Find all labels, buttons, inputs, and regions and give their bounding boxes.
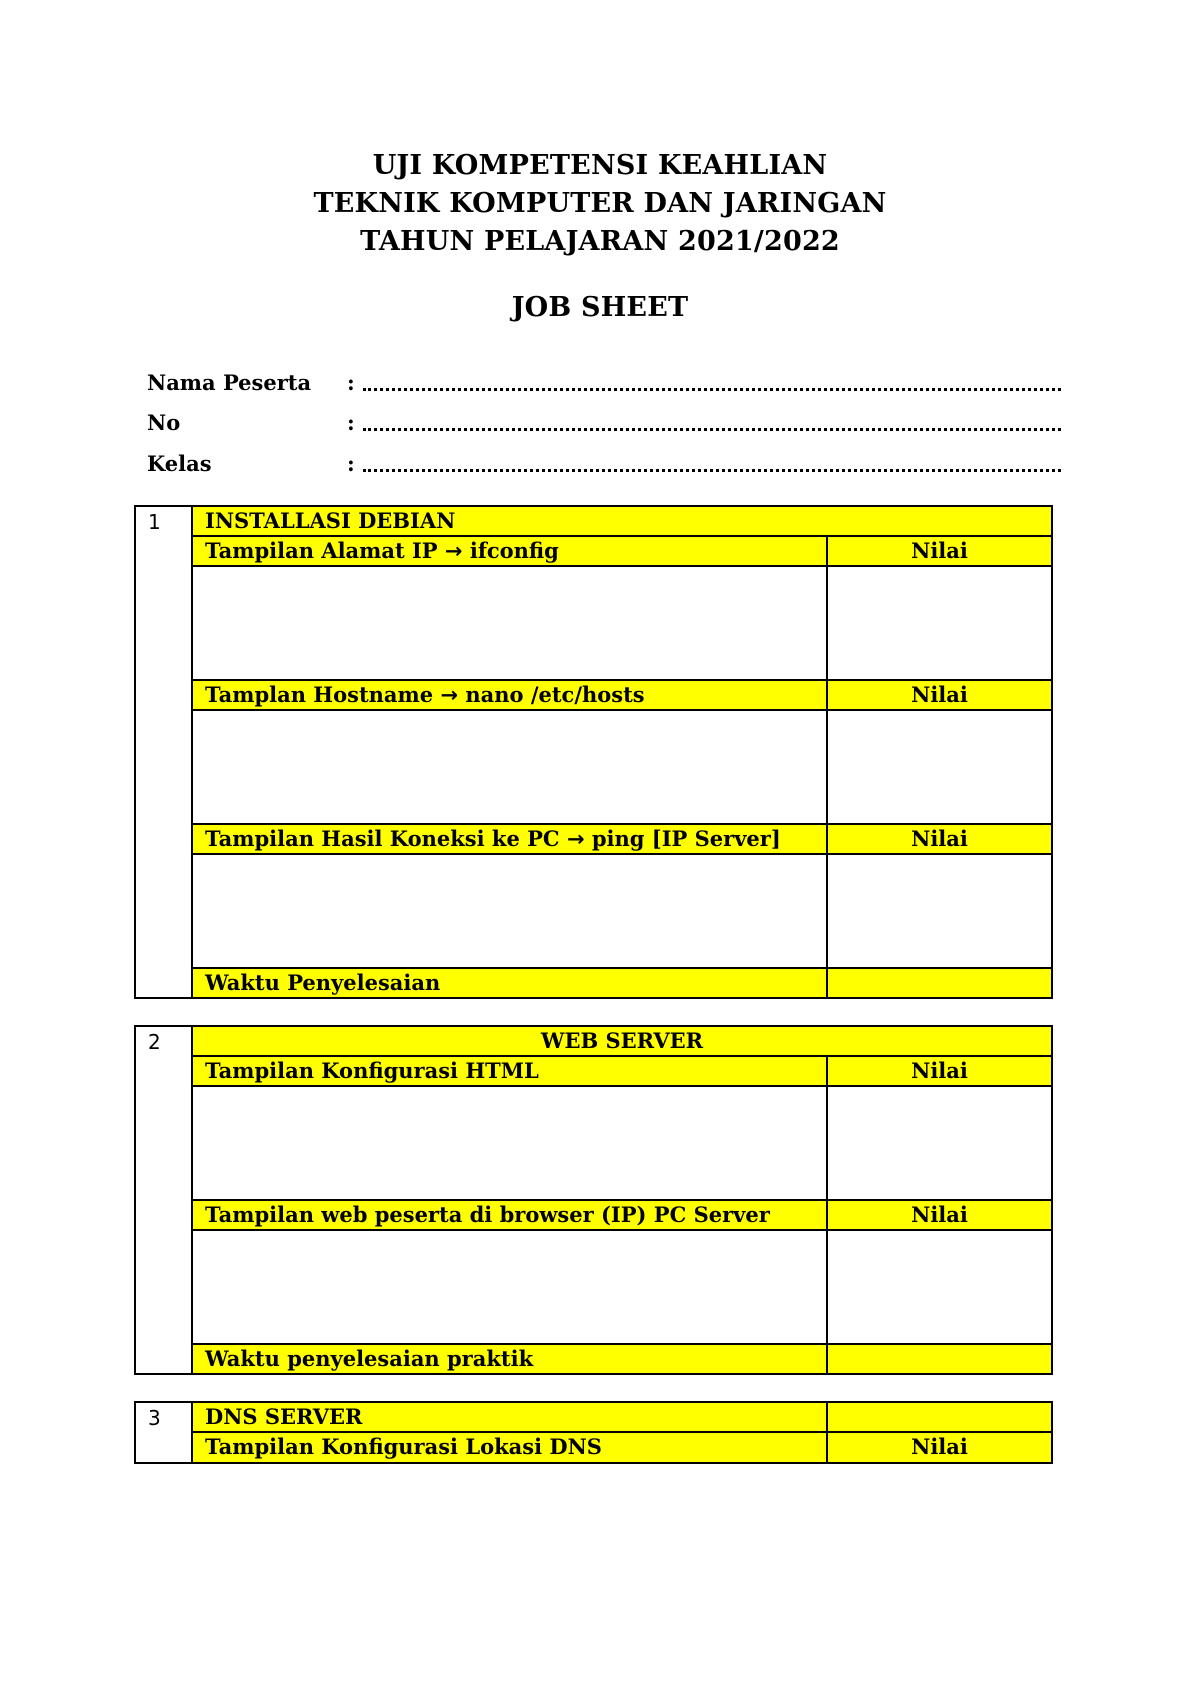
task-header-row [193, 537, 1051, 567]
arrow-right-icon: → [566, 827, 585, 851]
answer-area[interactable] [193, 711, 828, 823]
section-title-row [193, 507, 1051, 537]
section-number: 2 [148, 1030, 161, 1054]
section-title-row [193, 1027, 1051, 1057]
arrow-right-icon: → [440, 683, 459, 707]
section-title: WEB SERVER [540, 1028, 704, 1053]
arrow-right-icon: → [444, 539, 463, 563]
task-answer-row [193, 1087, 1051, 1201]
section-1-number-column [136, 507, 193, 997]
section-title: DNS SERVER [193, 1403, 828, 1431]
task-header-row [193, 681, 1051, 711]
name-fill-line[interactable] [363, 388, 1061, 391]
answer-area[interactable] [193, 1231, 828, 1343]
completion-time-value[interactable] [828, 1345, 1051, 1373]
section-title: INSTALLASI DEBIAN [205, 508, 456, 533]
class-fill-line[interactable] [363, 469, 1061, 472]
section-title-blank [828, 1403, 1051, 1431]
name-colon: : [347, 370, 355, 395]
section-3-number-column [136, 1403, 193, 1462]
task-answer-row [193, 1231, 1051, 1345]
title-line-3: TAHUN PELAJARAN 2021/2022 [360, 226, 840, 257]
task-label: Tamplan Hostname → nano /etc/hosts [193, 681, 828, 709]
answer-area[interactable] [193, 1087, 828, 1199]
score-label: Nilai [911, 1058, 968, 1083]
completion-time-label: Waktu penyelesaian praktik [193, 1345, 828, 1373]
task-label: Tampilan Hasil Koneksi ke PC → ping [IP Server] [193, 825, 828, 853]
answer-area[interactable] [193, 855, 828, 967]
document-subtitle: JOB SHEET [511, 292, 689, 323]
section-1-table [134, 505, 1053, 999]
task-label: Tampilan web peserta di browser (IP) PC Server [193, 1201, 828, 1229]
task-label: Tampilan Alamat IP → ifconfig [193, 537, 828, 565]
class-colon: : [347, 451, 355, 476]
task-answer-row [193, 567, 1051, 681]
score-area[interactable] [828, 1231, 1051, 1343]
section-title-row [193, 1403, 1051, 1433]
title-line-2: TEKNIK KOMPUTER DAN JARINGAN [313, 188, 887, 219]
task-header-row [193, 1201, 1051, 1231]
score-label: Nilai [911, 682, 968, 707]
score-area[interactable] [828, 1087, 1051, 1199]
no-fill-line[interactable] [363, 428, 1061, 431]
section-2-number-column [136, 1027, 193, 1373]
task-answer-row [193, 855, 1051, 969]
section-3-table [134, 1401, 1053, 1464]
score-area[interactable] [828, 567, 1051, 679]
task-header-row [193, 825, 1051, 855]
class-label: Kelas [147, 451, 212, 476]
section-2-table [134, 1025, 1053, 1375]
section-number: 1 [148, 510, 161, 534]
score-label: Nilai [911, 1434, 968, 1459]
task-answer-row [193, 711, 1051, 825]
score-label: Nilai [911, 538, 968, 563]
answer-area[interactable] [193, 567, 828, 679]
completion-time-value[interactable] [828, 969, 1051, 997]
task-header-row [193, 1057, 1051, 1087]
no-colon: : [347, 410, 355, 435]
name-label: Nama Peserta [147, 370, 312, 395]
score-area[interactable] [828, 711, 1051, 823]
score-label: Nilai [911, 826, 968, 851]
task-header-row [193, 1433, 1051, 1462]
completion-time-label: Waktu Penyelesaian [193, 969, 828, 997]
score-area[interactable] [828, 855, 1051, 967]
task-label: Tampilan Konfigurasi HTML [193, 1057, 828, 1085]
completion-time-row [193, 1345, 1051, 1373]
task-label: Tampilan Konfigurasi Lokasi DNS [193, 1433, 828, 1462]
section-number: 3 [148, 1406, 161, 1430]
completion-time-row [193, 969, 1051, 997]
no-label: No [147, 410, 181, 435]
title-line-1: UJI KOMPETENSI KEAHLIAN [372, 150, 828, 181]
score-label: Nilai [911, 1202, 968, 1227]
